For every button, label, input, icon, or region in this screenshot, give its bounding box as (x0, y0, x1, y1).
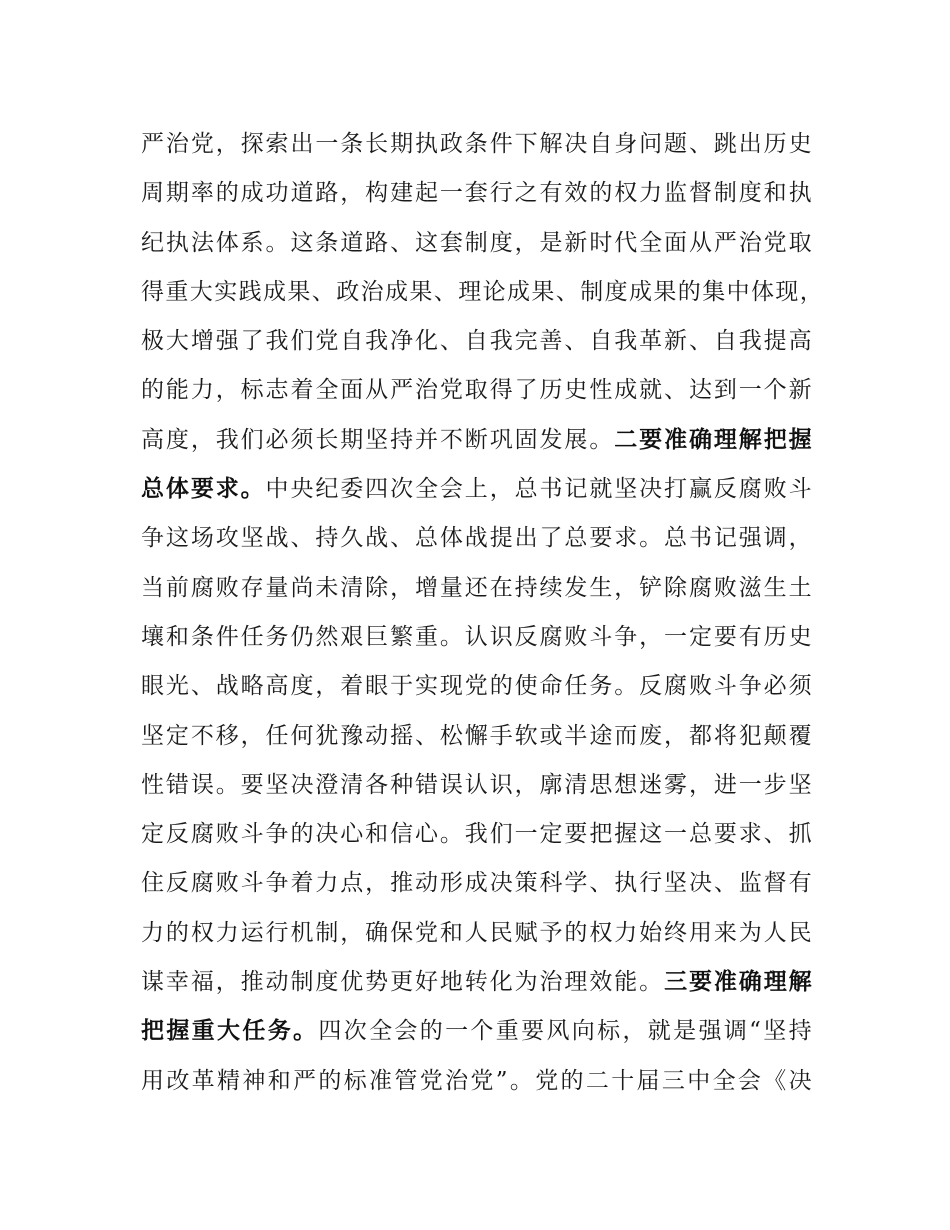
text-line: 极大增强了我们党自我净化、自我完善、自我革新、自我提高 (141, 328, 813, 355)
section-heading-two-end: 总体要求。 (141, 476, 266, 503)
text-line: 眼光、战略高度，着眼于实现党的使命任务。反腐败斗争必须 (141, 673, 813, 700)
text-line: 壤和条件任务仍然艰巨繁重。认识反腐败斗争，一定要有历史 (141, 623, 813, 650)
text-line: 用改革精神和严的标准管党治党”。党的二十届三中全会《决 (141, 1067, 813, 1094)
text-line: 力的权力运行机制，确保党和人民赋予的权力始终用来为人民 (141, 919, 813, 946)
body-text (141, 120, 825, 1106)
text-line: 争这场攻坚战、持久战、总体战提出了总要求。总书记强调， (141, 525, 813, 552)
text-line: 的能力，标志着全面从严治党取得了历史性成就、达到一个新 (141, 377, 813, 404)
text-line: 当前腐败存量尚未清除，增量还在持续发生，铲除腐败滋生土 (141, 574, 813, 601)
text-line: 性错误。要坚决澄清各种错误认识，廓清思想迷雾，进一步坚 (141, 771, 813, 798)
text-line: 高度，我们必须长期坚持并不断巩固发展。二要准确理解把握 (141, 426, 814, 453)
text-line: 纪执法体系。这条道路、这套制度，是新时代全面从严治党取 (141, 229, 813, 256)
text-line: 严治党，探索出一条长期执政条件下解决自身问题、跳出历史 (141, 131, 813, 157)
section-heading-three: 三要准确理解 (664, 969, 813, 996)
text-line: 住反腐败斗争着力点，推动形成决策科学、执行坚决、监督有 (141, 870, 813, 897)
section-heading-three-end: 把握重大任务。 (141, 1018, 319, 1045)
text-line: 把握重大任务。四次全会的一个重要风向标，就是强调“坚持 (141, 1018, 813, 1045)
text-line: 定反腐败斗争的决心和信心。我们一定要把握这一总要求、抓 (141, 821, 813, 848)
section-heading-two: 二要准确理解把握 (614, 426, 814, 453)
text-line: 得重大实践成果、政治成果、理论成果、制度成果的集中体现， (141, 278, 825, 305)
text-line: 周期率的成功道路，构建起一套行之有效的权力监督制度和执 (141, 180, 813, 207)
text-line: 总体要求。中央纪委四次全会上，总书记就坚决打赢反腐败斗 (141, 476, 813, 503)
text-line: 坚定不移，任何犹豫动摇、松懈手软或半途而废，都将犯颠覆 (141, 722, 813, 749)
text-line: 谋幸福，推动制度优势更好地转化为治理效能。三要准确理解 (141, 969, 813, 996)
